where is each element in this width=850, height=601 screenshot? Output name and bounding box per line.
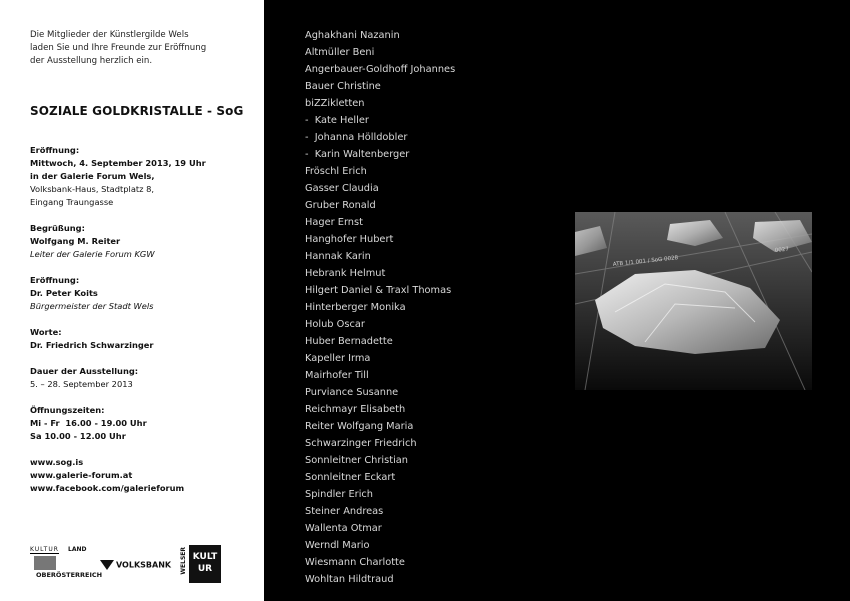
artist-name: biZZikletten: [305, 98, 365, 109]
photo-label: ATB 1/1 001 / SoG 0028: [612, 255, 679, 268]
artist-name: Reichmayr Elisabeth: [305, 404, 406, 415]
artist-name: Huber Bernadette: [305, 336, 393, 347]
duration-value: 5. – 28. September 2013: [30, 379, 133, 389]
artist-name: Steiner Andreas: [305, 506, 384, 517]
sponsor-logos: [28, 544, 228, 584]
link-galerie-forum[interactable]: www.galerie-forum.at: [30, 470, 133, 480]
links-section: [30, 456, 255, 495]
welcome-section: [30, 222, 255, 261]
kultur-text: KULTUR: [30, 546, 59, 553]
artist-name: Werndl Mario: [305, 540, 370, 551]
words-name: Dr. Friedrich Schwarzinger: [30, 340, 154, 350]
artist-name: Sonnleitner Christian: [305, 455, 409, 466]
volksbank-text: VOLKSBANK: [116, 560, 172, 570]
hours-section: [30, 404, 255, 443]
artist-name: Hebrank Helmut: [305, 268, 386, 279]
artist-name: Bauer Christine: [305, 81, 381, 92]
artist-name: Gasser Claudia: [305, 183, 379, 194]
artists-panel: [264, 0, 850, 601]
duration-heading: Dauer der Ausstellung:: [30, 366, 139, 376]
opening-heading: Eröffnung:: [30, 145, 80, 155]
hours-heading: Öffnungszeiten:: [30, 405, 105, 415]
welcome-role: Leiter der Galerie Forum KGW: [30, 249, 155, 259]
artist-name: Mairhofer Till: [305, 370, 369, 381]
artist-name: - Karin Waltenberger: [305, 149, 410, 160]
artist-name: Schwarzinger Friedrich: [305, 438, 417, 449]
opening-section: [30, 144, 255, 209]
artist-name: - Johanna Hölldobler: [305, 132, 408, 143]
exhibition-title: SOZIALE GOLDKRISTALLE - SoG: [30, 104, 244, 118]
artist-name: Hager Ernst: [305, 217, 363, 228]
opening-address: Volksbank-Haus, Stadtplatz 8,: [30, 184, 155, 194]
artist-name: - Kate Heller: [305, 115, 369, 126]
oberoesterreich-text: OBERÖSTERREICH: [36, 571, 103, 579]
opening-date: Mittwoch, 4. September 2013, 19 Uhr: [30, 158, 206, 168]
crystal-photo: [575, 212, 812, 390]
intro-line: laden Sie und Ihre Freunde zur Eröffnung: [30, 43, 207, 53]
artist-name: Holub Oscar: [305, 319, 365, 330]
ur-text: UR: [197, 564, 213, 574]
artist-name: Angerbauer-Goldhoff Johannes: [305, 64, 456, 75]
photo-label: 0027: [774, 246, 790, 254]
words-section: [30, 326, 255, 352]
welcome-heading: Begrüßung:: [30, 223, 85, 233]
intro-line: Die Mitglieder der Künstlergilde Wels: [30, 30, 189, 40]
welcome-name: Wolfgang M. Reiter: [30, 236, 121, 246]
artist-name: Wallenta Otmar: [305, 523, 382, 534]
artist-name: Altmüller Beni: [305, 47, 375, 58]
artist-name: Purviance Susanne: [305, 387, 399, 398]
duration-section: [30, 365, 255, 391]
artist-name: Kapeller Irma: [305, 353, 371, 364]
volksbank-logo: [100, 560, 171, 570]
hours-weekdays: Mi - Fr 16.00 - 19.00 Uhr: [30, 418, 147, 428]
kult-text: KULT: [192, 552, 218, 562]
artist-name: Aghakhani Nazanin: [305, 30, 400, 41]
artist-name: Hinterberger Monika: [305, 302, 406, 313]
words-heading: Worte:: [30, 327, 62, 337]
kulturland-logo: [28, 544, 103, 584]
artist-name: Sonnleitner Eckart: [305, 472, 396, 483]
artist-name: Fröschl Erich: [305, 166, 367, 177]
volksbank-v-icon: [100, 560, 114, 570]
welser-kultur-logo: [180, 545, 222, 583]
kultur-box: [189, 545, 221, 583]
artist-name: Hanghofer Hubert: [305, 234, 394, 245]
opener-role: Bürgermeister der Stadt Wels: [30, 301, 154, 311]
artist-name: Spindler Erich: [305, 489, 374, 500]
welser-text: WELSER: [180, 547, 187, 575]
link-sog[interactable]: www.sog.is: [30, 457, 84, 467]
opener-section: [30, 274, 255, 313]
info-panel: [0, 0, 264, 601]
artist-name: Reiter Wolfgang Maria: [305, 421, 414, 432]
artist-name: Hannak Karin: [305, 251, 371, 262]
opener-name: Dr. Peter Koits: [30, 288, 98, 298]
artist-name: Wiesmann Charlotte: [305, 557, 405, 568]
upper-austria-shape-icon: [34, 556, 56, 570]
artist-name: Hilgert Daniel & Traxl Thomas: [305, 285, 452, 296]
opening-entrance: Eingang Traungasse: [30, 197, 114, 207]
opener-heading: Eröffnung:: [30, 275, 80, 285]
artist-list: [305, 27, 455, 588]
intro-text: [30, 29, 250, 68]
land-text: LAND: [68, 546, 87, 553]
link-facebook[interactable]: www.facebook.com/galerieforum: [30, 483, 185, 493]
artist-name: Wohltan Hildtraud: [305, 574, 394, 585]
artist-name: Gruber Ronald: [305, 200, 376, 211]
hours-saturday: Sa 10.00 - 12.00 Uhr: [30, 431, 126, 441]
intro-line: der Ausstellung herzlich ein.: [30, 56, 153, 66]
opening-venue: in der Galerie Forum Wels,: [30, 171, 155, 181]
